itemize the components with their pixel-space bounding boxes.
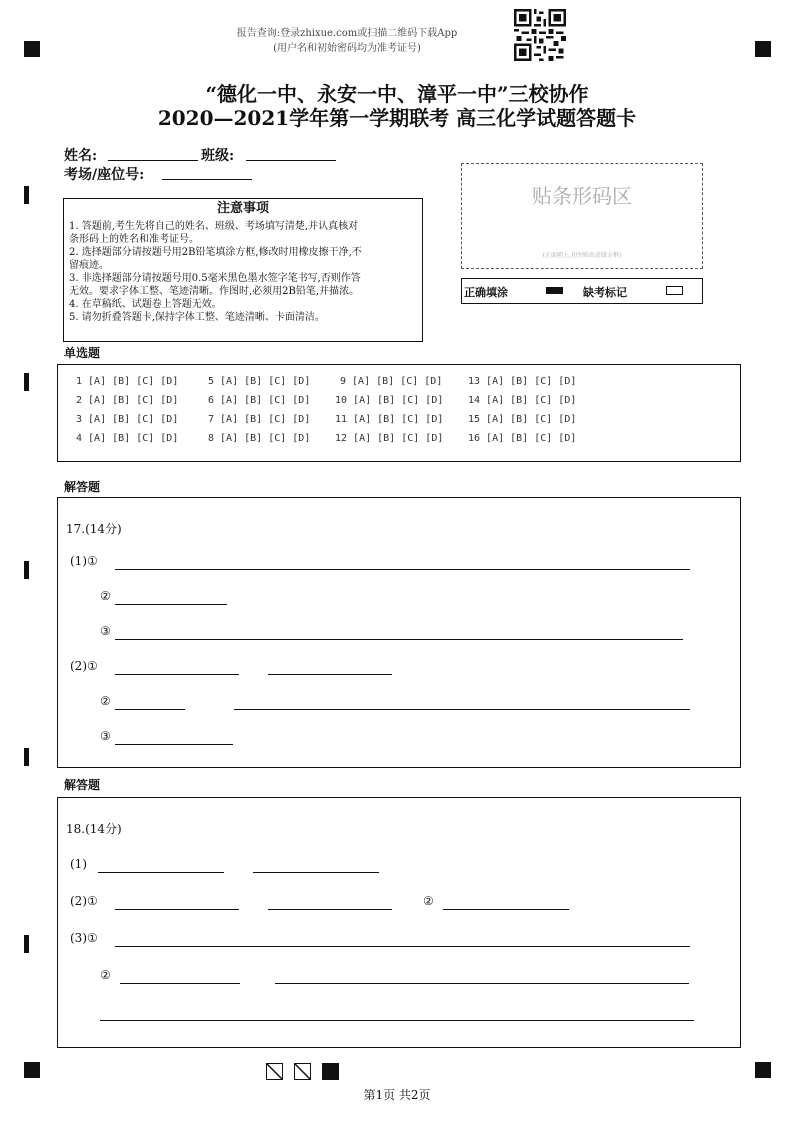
name-label: 姓名: xyxy=(64,148,98,164)
question-17-box xyxy=(57,497,741,768)
q17-2-1-answer-line-a[interactable] xyxy=(115,674,239,675)
page-code-hatched-square-icon xyxy=(266,1063,283,1080)
q18-part1-label: (1) xyxy=(70,857,87,871)
single-choice-box xyxy=(57,364,741,462)
qr-code-icon xyxy=(514,9,566,61)
notice-line: 1. 答题前,考生先将自己的姓名、班级、考场填写清楚,并认真核对 xyxy=(69,221,359,232)
question-18-heading: 18.(14分) xyxy=(66,822,122,836)
choice-question-12[interactable]: 12 [A] [B] [C] [D] xyxy=(335,433,444,444)
choice-question-4[interactable]: 4 [A] [B] [C] [D] xyxy=(76,433,179,444)
choice-question-14[interactable]: 14 [A] [B] [C] [D] xyxy=(468,395,577,406)
class-label: 班级: xyxy=(201,148,235,164)
class-field[interactable] xyxy=(246,160,336,161)
correct-fill-sample xyxy=(546,287,563,294)
exam-title-line2: 2020—2021学年第一学期联考 高三化学试题答题卡 xyxy=(157,106,637,130)
answer-section-label: 解答题 xyxy=(64,480,101,494)
choice-question-16[interactable]: 16 [A] [B] [C] [D] xyxy=(468,433,577,444)
q17-2-3-answer-line[interactable] xyxy=(115,744,233,745)
barcode-area-title: 贴条形码区 xyxy=(532,184,632,208)
q18-2-2-answer-line[interactable] xyxy=(443,909,569,910)
single-choice-section-label: 单选题 xyxy=(64,346,101,360)
barcode-area[interactable] xyxy=(461,163,703,269)
notice-title: 注意事项 xyxy=(216,201,269,216)
page-code-filled-square-icon xyxy=(322,1063,339,1080)
timing-mark xyxy=(24,561,29,579)
corner-mark-top-left xyxy=(24,41,40,57)
timing-mark xyxy=(24,935,29,953)
q17-2-2-answer-line-a[interactable] xyxy=(115,709,185,710)
q18-2-2-label: ② xyxy=(423,894,434,908)
choice-question-13[interactable]: 13 [A] [B] [C] [D] xyxy=(468,376,577,387)
notice-line: 5. 请勿折叠答题卡,保持字体工整、笔迹清晰、卡面清洁。 xyxy=(69,312,325,323)
seat-label: 考场/座位号: xyxy=(64,167,145,183)
notice-line: 3. 非选择题部分请按题号用0.5毫米黑色墨水签字笔书写,否则作答 xyxy=(69,273,361,284)
q18-part3-label: (3)① xyxy=(70,931,98,945)
absent-mark-label: 缺考标记 xyxy=(583,286,627,299)
choice-question-11[interactable]: 11 [A] [B] [C] [D] xyxy=(335,414,444,425)
choice-question-8[interactable]: 8 [A] [B] [C] [D] xyxy=(208,433,311,444)
corner-mark-bottom-right xyxy=(755,1062,771,1078)
q18-3-2-answer-line-b[interactable] xyxy=(275,983,689,984)
notice-line: 4. 在草稿纸、试题卷上答题无效。 xyxy=(69,299,222,310)
notice-line: 无效。要求字体工整、笔迹清晰。作图时,必须用2B铅笔,并描浓。 xyxy=(69,286,360,297)
q17-2-2-answer-line-b[interactable] xyxy=(234,709,690,710)
q17-1-2-answer-line[interactable] xyxy=(115,604,227,605)
question-18-box xyxy=(57,797,741,1048)
q18-part2-label: (2)① xyxy=(70,894,98,908)
choice-question-5[interactable]: 5 [A] [B] [C] [D] xyxy=(208,376,311,387)
q18-3-extra-answer-line[interactable] xyxy=(100,1020,694,1021)
corner-mark-top-right xyxy=(755,41,771,57)
page-code-hatched-square-icon xyxy=(294,1063,311,1080)
choice-question-10[interactable]: 10 [A] [B] [C] [D] xyxy=(335,395,444,406)
page-number: 第1页 共2页 xyxy=(363,1088,431,1102)
notice-line: 条形码上的姓名和准考证号。 xyxy=(69,234,199,245)
choice-question-2[interactable]: 2 [A] [B] [C] [D] xyxy=(76,395,179,406)
notice-line: 留痕迹。 xyxy=(69,260,109,271)
barcode-area-note: (正面朝上,切勿贴出虚线方框) xyxy=(542,252,622,259)
choice-question-3[interactable]: 3 [A] [B] [C] [D] xyxy=(76,414,179,425)
timing-mark xyxy=(24,186,29,204)
question-17-heading: 17.(14分) xyxy=(66,522,122,536)
q18-3-2-answer-line-a[interactable] xyxy=(120,983,240,984)
q17-2-1-answer-line-b[interactable] xyxy=(268,674,392,675)
report-query-text: 报告查询:登录zhixue.com或扫描二维码下载App xyxy=(236,28,458,39)
q18-1-answer-line-a[interactable] xyxy=(98,872,224,873)
name-field[interactable] xyxy=(108,160,198,161)
choice-question-6[interactable]: 6 [A] [B] [C] [D] xyxy=(208,395,311,406)
notice-line: 2. 选择题部分请按题号用2B铅笔填涂方框,修改时用橡皮擦干净,不 xyxy=(69,247,362,258)
q18-2-1-answer-line-a[interactable] xyxy=(115,909,239,910)
q17-2-2-label: ② xyxy=(100,694,111,708)
exam-title-line1: “德化一中、永安一中、漳平一中”三校协作 xyxy=(205,82,589,106)
choice-question-9[interactable]: 9 [A] [B] [C] [D] xyxy=(340,376,443,387)
timing-mark xyxy=(24,748,29,766)
q18-1-answer-line-b[interactable] xyxy=(253,872,379,873)
choice-question-15[interactable]: 15 [A] [B] [C] [D] xyxy=(468,414,577,425)
notice-box xyxy=(63,198,423,342)
q17-part1-label: (1)① xyxy=(70,554,98,568)
answer-section-label: 解答题 xyxy=(64,778,101,792)
fill-mark-legend xyxy=(461,278,703,304)
absent-mark-checkbox[interactable] xyxy=(666,286,683,295)
q17-1-3-label: ③ xyxy=(100,624,111,638)
timing-mark xyxy=(24,373,29,391)
q18-3-1-answer-line[interactable] xyxy=(115,946,690,947)
q17-1-2-label: ② xyxy=(100,589,111,603)
q18-3-2-label: ② xyxy=(100,968,111,982)
choice-question-1[interactable]: 1 [A] [B] [C] [D] xyxy=(76,376,179,387)
q18-2-1-answer-line-b[interactable] xyxy=(268,909,392,910)
q17-2-3-label: ③ xyxy=(100,729,111,743)
q17-1-1-answer-line[interactable] xyxy=(115,569,690,570)
choice-question-7[interactable]: 7 [A] [B] [C] [D] xyxy=(208,414,311,425)
corner-mark-bottom-left xyxy=(24,1062,40,1078)
login-hint-text: (用户名和初始密码均为准考证号) xyxy=(273,43,421,54)
correct-fill-label: 正确填涂 xyxy=(464,286,508,299)
q17-part2-label: (2)① xyxy=(70,659,98,673)
seat-field[interactable] xyxy=(162,179,252,180)
q17-1-3-answer-line[interactable] xyxy=(115,639,683,640)
